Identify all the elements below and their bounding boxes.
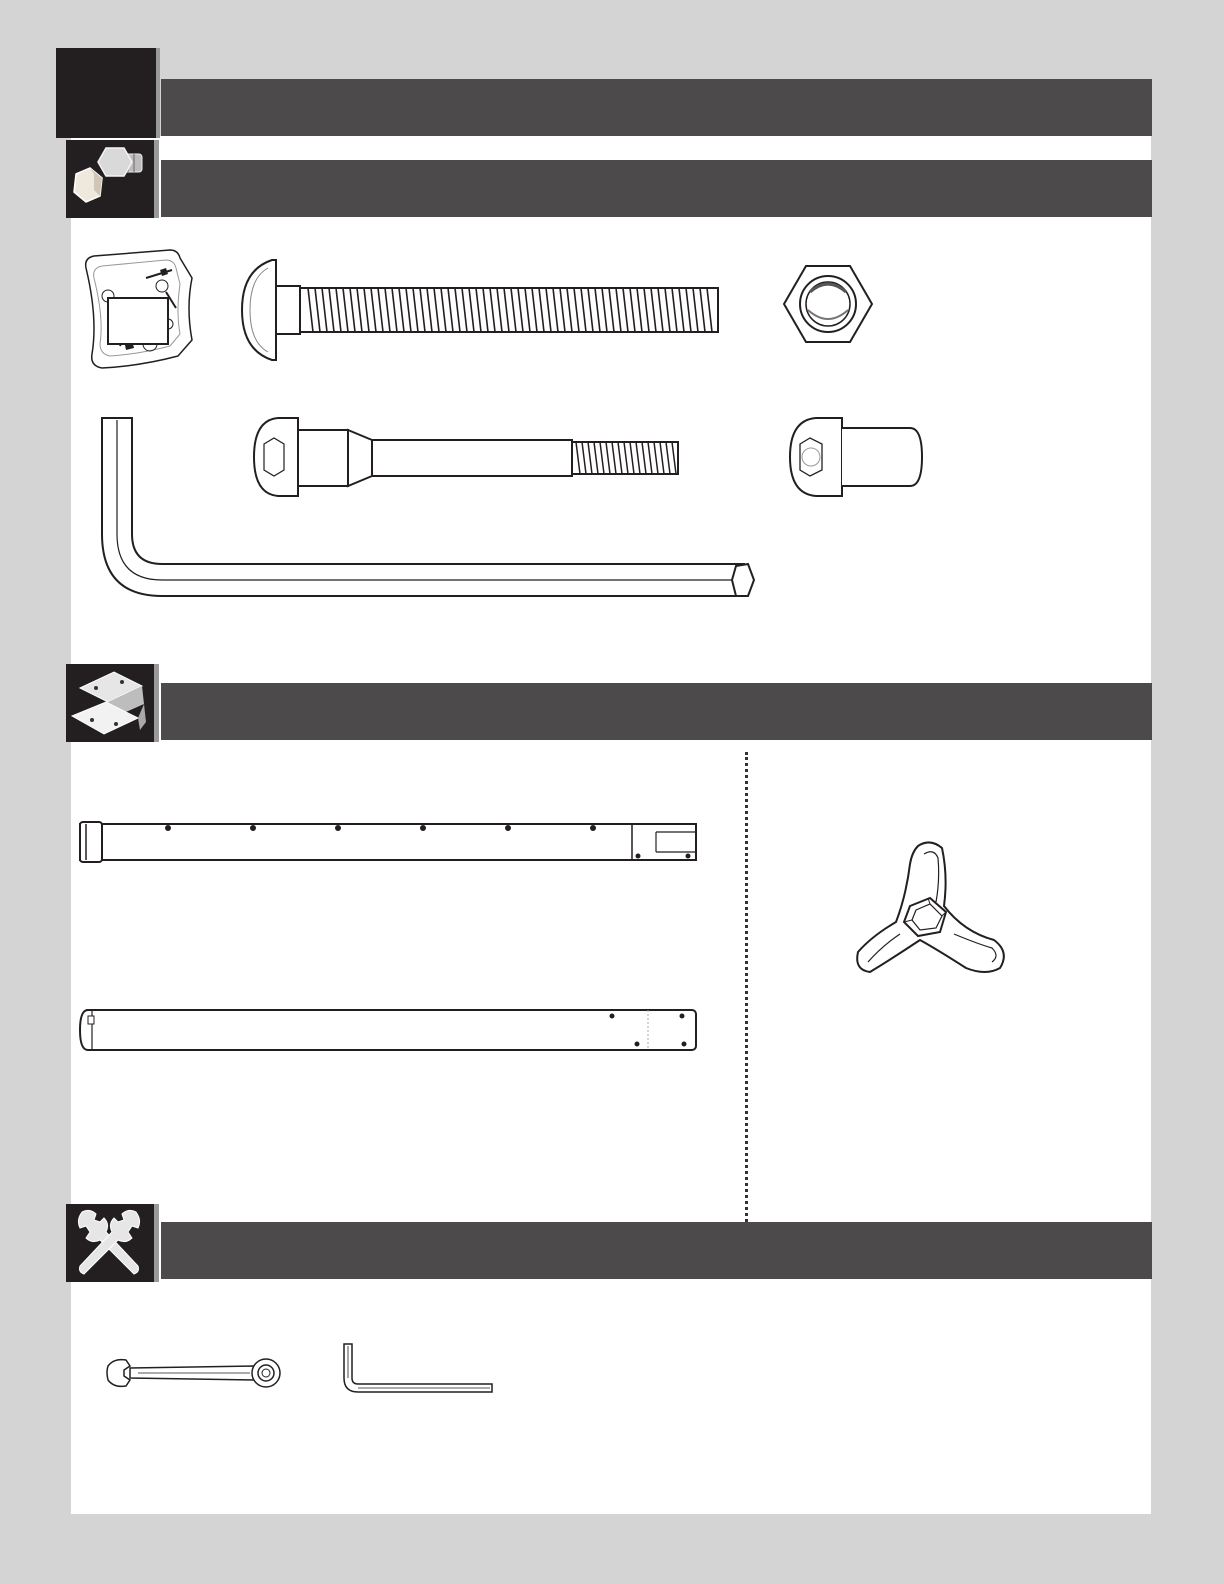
- hex-nut-illustration: [780, 262, 876, 346]
- page-title-bar: [161, 79, 1152, 136]
- round-tube-illustration: [76, 1004, 704, 1060]
- combination-wrench-illustration: [104, 1354, 284, 1394]
- hardware-packet-illustration: [80, 248, 200, 370]
- slotted-tube-illustration: [76, 818, 704, 866]
- tools-section-icon-box: [66, 1204, 159, 1282]
- step-number-box: [56, 48, 160, 138]
- shoulder-bolt-illustration: [250, 414, 690, 500]
- parts-section-icon-box: [66, 664, 159, 742]
- parts-section-bar: [161, 683, 1152, 740]
- hex-key-illustration: [340, 1340, 500, 1398]
- barrel-nut-illustration: [786, 414, 926, 500]
- section-divider: [745, 752, 748, 1222]
- brackets-icon: [66, 664, 154, 742]
- three-prong-knob-illustration: [854, 836, 1014, 986]
- carriage-bolt-illustration: [238, 254, 728, 366]
- crossed-wrenches-icon: [66, 1204, 154, 1282]
- hardware-section-bar: [161, 160, 1152, 217]
- hardware-section-icon-box: [66, 140, 159, 218]
- tools-section-bar: [161, 1222, 1152, 1279]
- bolt-and-nut-icon: [66, 140, 154, 218]
